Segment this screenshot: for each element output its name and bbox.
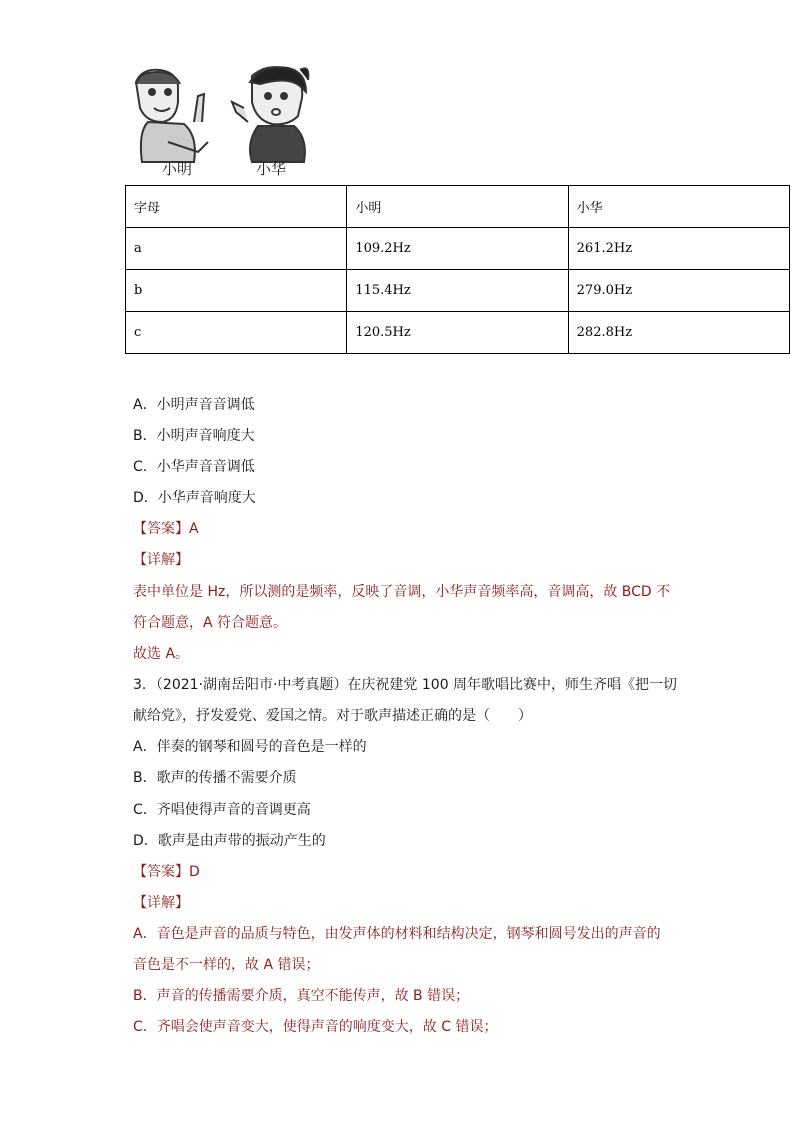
q2-detail-line: 符合题意，A 符合题意。 (133, 615, 288, 631)
xiaohua-figure (232, 67, 308, 162)
q3-detail-title: 【详解】 (133, 895, 189, 911)
q3-stem-line: 献给党》，抒发爱党、爱国之情。对于歌声描述正确的是（ ） (133, 708, 532, 724)
xiaoming-figure (136, 70, 208, 162)
table-cell: 115.4Hz (347, 270, 568, 312)
table-row (126, 312, 790, 354)
table-cell: a (126, 228, 347, 270)
figure-label-xiaohua: 小华 (256, 160, 287, 178)
table-header-cell: 小华 (568, 186, 789, 228)
q2-option-b: B．小明声音响度大 (133, 428, 255, 444)
table-header-cell: 字母 (126, 186, 347, 228)
table-cell: 120.5Hz (347, 312, 568, 354)
table-cell: b (126, 270, 347, 312)
table-cell: c (126, 312, 347, 354)
q3-option-b: B．歌声的传播不需要介质 (133, 770, 297, 786)
table-cell: 282.8Hz (568, 312, 789, 354)
table-cell: 261.2Hz (568, 228, 789, 270)
q3-answer: 【答案】D (133, 864, 200, 880)
q3-option-a: A．伴奏的钢琴和圆号的音色是一样的 (133, 739, 367, 755)
q2-option-a: A．小明声音音调低 (133, 397, 255, 413)
q3-option-c: C．齐唱使得声音的音调更高 (133, 802, 311, 818)
q3-detail-line: A．音色是声音的品质与特色，由发声体的材料和结构决定，钢琴和圆号发出的声音的 (133, 926, 661, 942)
table-cell: 279.0Hz (568, 270, 789, 312)
frequency-table (125, 185, 790, 354)
q2-answer: 【答案】A (133, 521, 199, 537)
q3-option-d: D．歌声是由声带的振动产生的 (133, 833, 326, 849)
q3-stem-line: 3．（2021·湖南岳阳市·中考真题）在庆祝建党 100 周年歌唱比赛中，师生齐唱《把一切 (133, 677, 678, 693)
table-header-row (126, 186, 790, 228)
q3-detail-line: 音色是不一样的，故 A 错误； (133, 957, 320, 973)
q2-detail-line: 表中单位是 Hz，所以测的是频率，反映了音调，小华声音频率高，音调高，故 BCD 不 (133, 584, 671, 600)
figure-label-xiaoming: 小明 (162, 160, 193, 178)
q2-detail-title: 【详解】 (133, 552, 189, 568)
q2-option-c: C．小华声音音调低 (133, 459, 255, 475)
q3-detail-line: C．齐唱会使声音变大，使得声音的响度变大，故 C 错误； (133, 1019, 498, 1035)
table-row (126, 270, 790, 312)
table-header-cell: 小明 (347, 186, 568, 228)
q3-detail-line: B．声音的传播需要介质，真空不能传声，故 B 错误； (133, 988, 470, 1004)
q2-detail-line: 故选 A。 (133, 646, 190, 662)
table-row (126, 228, 790, 270)
table-cell: 109.2Hz (347, 228, 568, 270)
q2-option-d: D．小华声音响度大 (133, 490, 256, 506)
